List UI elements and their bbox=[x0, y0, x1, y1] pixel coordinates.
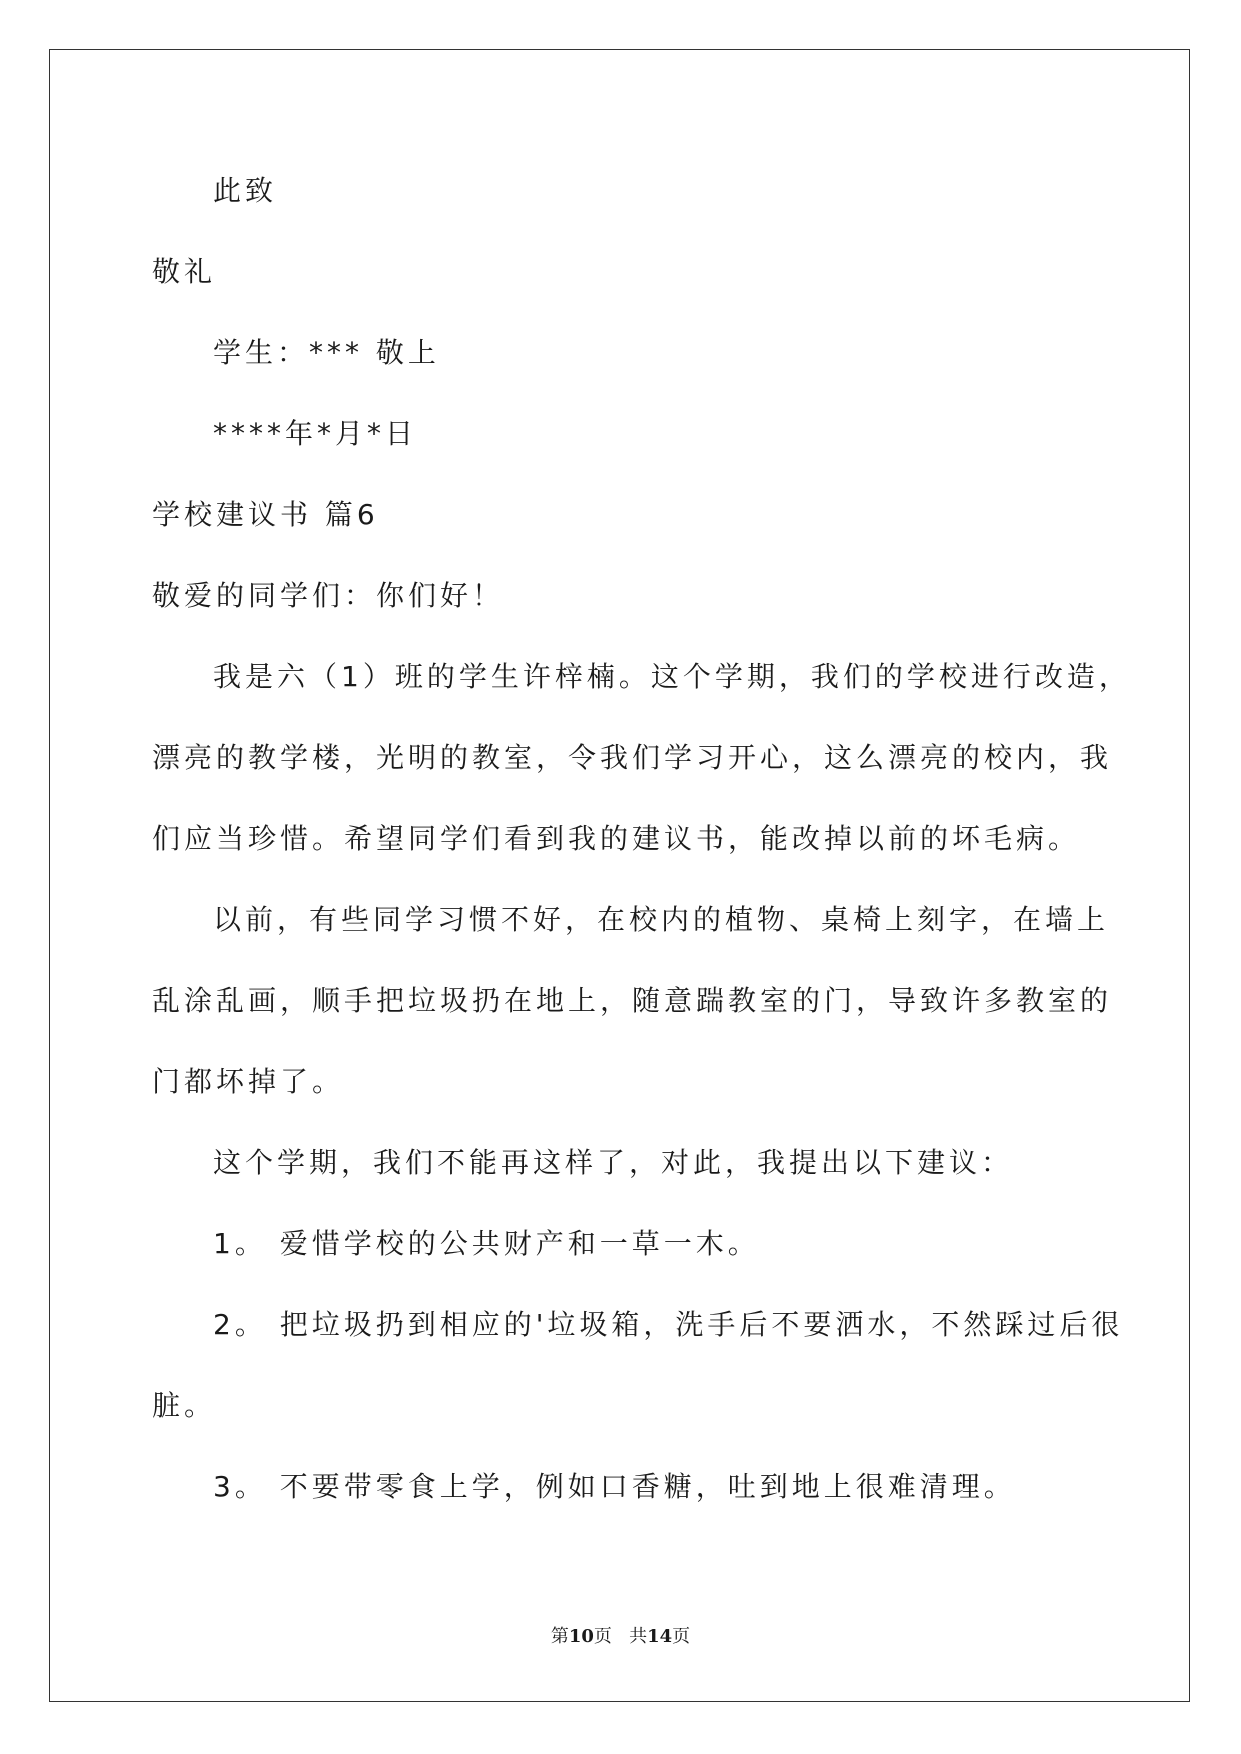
list-item: 1。 爱惜学校的公共财产和一草一木。 bbox=[213, 1227, 760, 1260]
paragraph-line: 我是六（1）班的学生许梓楠。这个学期，我们的学校进行改造， bbox=[213, 660, 1131, 693]
paragraph-line: 乱涂乱画，顺手把垃圾扔在地上，随意踹教室的门，导致许多教室的 bbox=[152, 984, 1113, 1017]
list-item: 2。 把垃圾扔到相应的'垃圾箱，洗手后不要洒水，不然踩过后很 bbox=[213, 1308, 1124, 1341]
paragraph-line: 以前，有些同学习惯不好，在校内的植物、桌椅上刻字，在墙上 bbox=[213, 903, 1110, 936]
paragraph-line: 们应当珍惜。希望同学们看到我的建议书，能改掉以前的坏毛病。 bbox=[152, 822, 1081, 855]
footer-suffix: 页 bbox=[672, 1626, 691, 1647]
paragraph-line: 漂亮的教学楼，光明的教室，令我们学习开心，这么漂亮的校内，我 bbox=[152, 741, 1113, 774]
page-footer bbox=[0, 1625, 1241, 1649]
paragraph-line: 门都坏掉了。 bbox=[152, 1065, 345, 1098]
page-border bbox=[49, 49, 1190, 1702]
date-line: ****年*月*日 bbox=[213, 417, 418, 450]
footer-prefix: 第 bbox=[550, 1626, 569, 1647]
signature-line: 学生：*** 敬上 bbox=[213, 336, 440, 369]
list-item: 3。 不要带零食上学，例如口香糖，吐到地上很难清理。 bbox=[213, 1470, 1016, 1503]
salutation-closing: 敬礼 bbox=[152, 255, 217, 288]
footer-total-pages: 14 bbox=[647, 1626, 673, 1647]
closing-phrase: 此致 bbox=[213, 174, 278, 207]
list-item-continuation: 脏。 bbox=[152, 1389, 217, 1422]
greeting: 敬爱的同学们：你们好！ bbox=[152, 579, 505, 612]
footer-current-page: 10 bbox=[568, 1626, 594, 1647]
paragraph-line: 这个学期，我们不能再这样了，对此，我提出以下建议： bbox=[213, 1146, 1014, 1179]
footer-mid: 页 共 bbox=[593, 1626, 648, 1647]
section-heading: 学校建议书 篇6 bbox=[152, 498, 379, 531]
